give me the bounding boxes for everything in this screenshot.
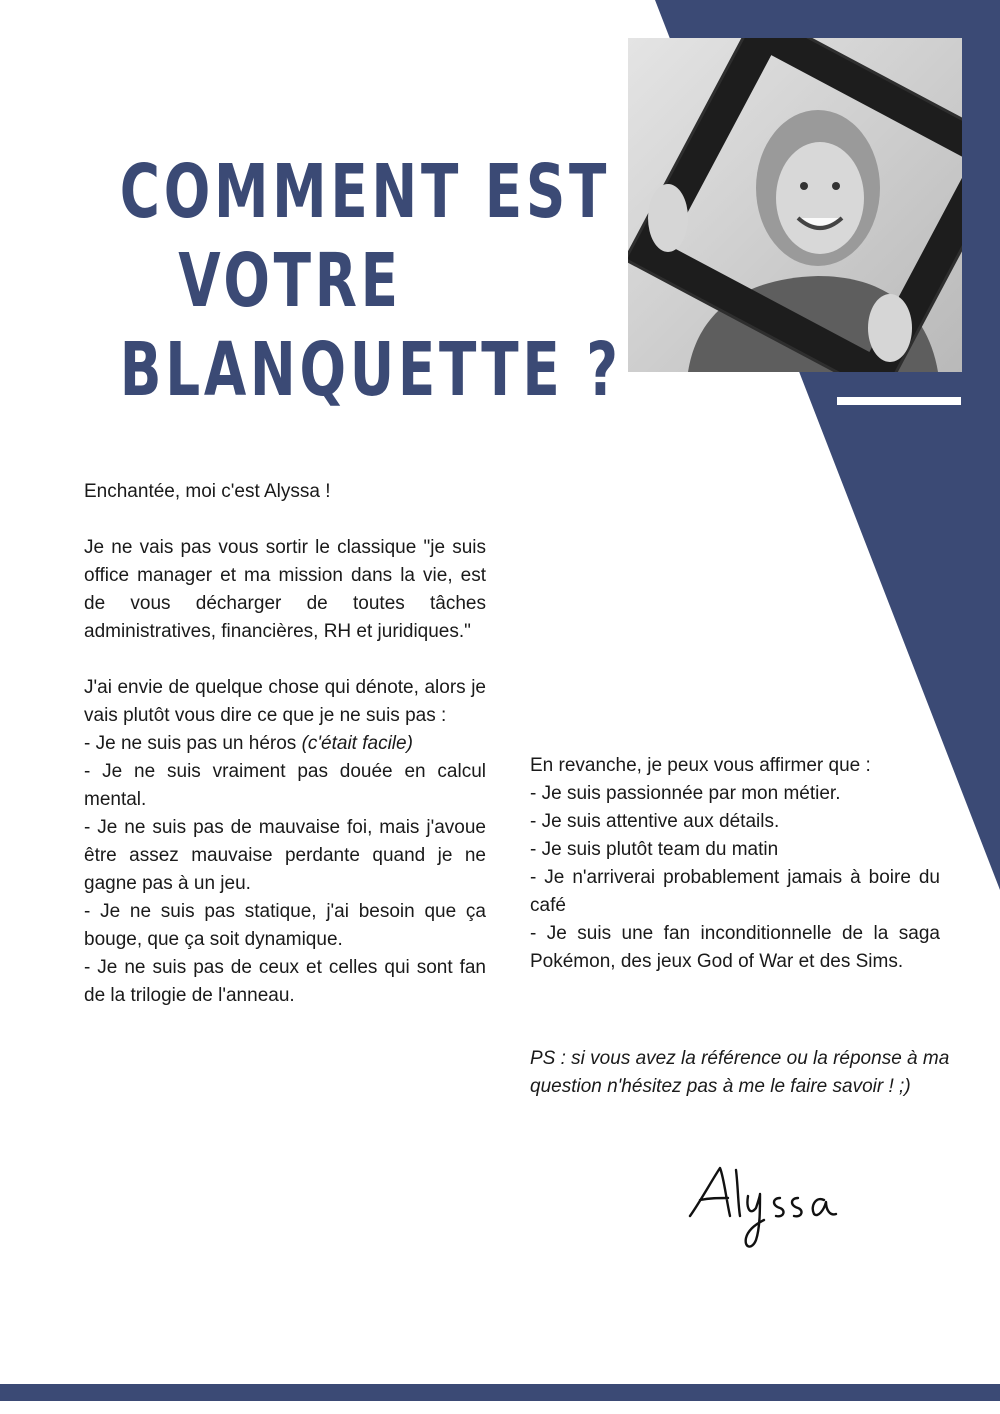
list-item-text: - Je ne suis pas un héros	[84, 733, 302, 754]
list-item: - Je ne suis pas statique, j'ai besoin que ça bouge, que ça soit dynamique.	[84, 901, 486, 950]
list-item: - Je suis attentive aux détails.	[530, 811, 780, 832]
page-title	[119, 148, 622, 415]
list-item: - Je ne suis pas de ceux et celles qui sont fan de la trilogie de l'anneau.	[84, 957, 486, 1006]
footer-bar	[0, 1384, 1000, 1401]
list-item	[84, 730, 486, 758]
list-item: - Je suis plutôt team du matin	[530, 839, 779, 860]
list-item-aside: (c'était facile)	[301, 733, 413, 754]
title-line-1: COMMENT EST	[119, 149, 611, 235]
list-item: - Je ne suis vraiment pas douée en calcul mental.	[84, 761, 486, 810]
left-column	[84, 478, 486, 1010]
paragraph-denote: J'ai envie de quelque chose qui dénote, alors je vais plutôt vous dire ce que je ne suis pas :	[84, 677, 486, 726]
intro-text: Enchantée, moi c'est Alyssa !	[84, 481, 331, 502]
signature	[686, 1158, 866, 1258]
portrait-photo	[628, 38, 962, 372]
accent-bar	[837, 397, 961, 405]
postscript: PS : si vous avez la référence ou la réponse à ma question n'hésitez pas à me le faire savoir ! ;)	[530, 1048, 950, 1097]
right-column	[530, 752, 940, 976]
list-item: - Je suis une fan inconditionnelle de la saga Pokémon, des jeux God of War et des Sims.	[530, 923, 940, 972]
paragraph-classic: Je ne vais pas vous sortir le classique "je suis office manager et ma mission dans la vie, est de vous décharger de toutes tâches administratives, financières, RH et juridiques."	[84, 537, 486, 642]
title-line-2: VOTRE	[178, 238, 402, 324]
list-item: - Je suis passionnée par mon métier.	[530, 783, 841, 804]
list-item: - Je ne suis pas de mauvaise foi, mais j'avoue être assez mauvaise perdante quand je ne gagne pas à un jeu.	[84, 817, 486, 894]
list-item: - Je n'arriverai probablement jamais à boire du café	[530, 867, 940, 916]
right-intro-text: En revanche, je peux vous affirmer que :	[530, 755, 871, 776]
title-line-3: BLANQUETTE ?	[119, 327, 622, 413]
